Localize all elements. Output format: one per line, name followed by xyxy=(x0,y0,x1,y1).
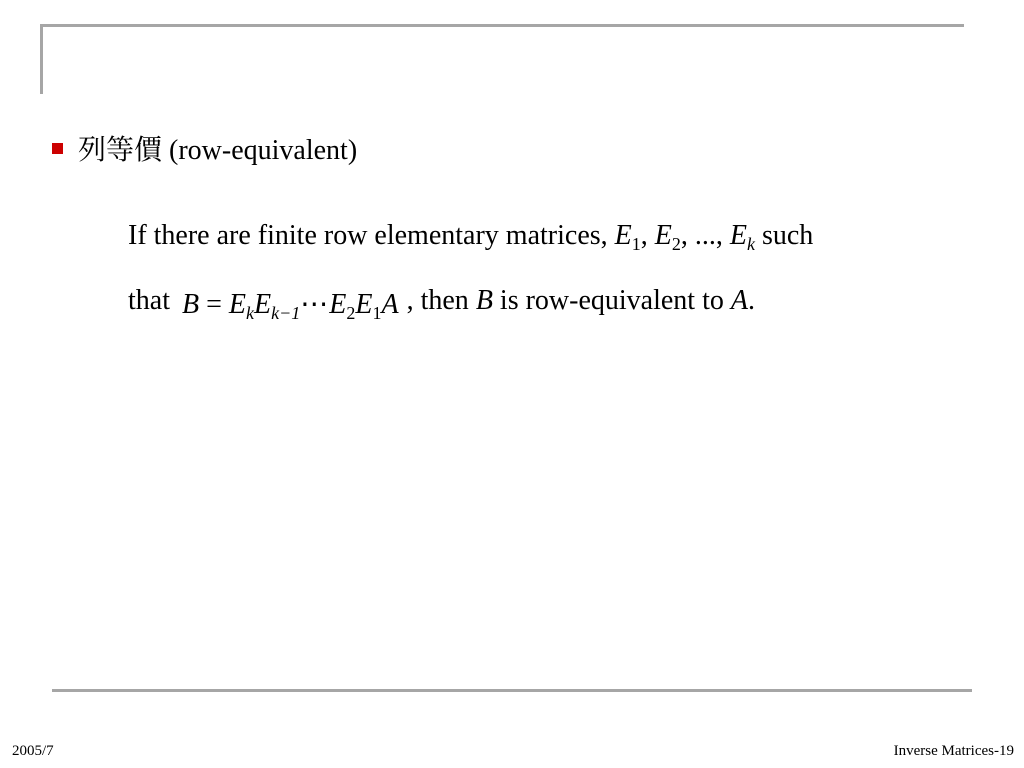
formula-ek1-sub: k−1 xyxy=(271,303,301,323)
row-equiv-text: is row-equivalent to xyxy=(492,285,731,316)
formula-ek: E xyxy=(228,289,247,320)
footer-slide-title: Inverse Matrices-19 xyxy=(893,743,1014,759)
definition-line-2 xyxy=(128,283,755,323)
intro-text: If there are finite row elementary matrices, xyxy=(128,220,615,251)
formula-ek1: E xyxy=(254,289,272,320)
sep-2: , xyxy=(680,220,695,251)
formula-equals: = xyxy=(199,289,229,320)
period: . xyxy=(747,285,755,316)
frame-left-rule xyxy=(40,24,43,94)
heading-cjk: 列等價 xyxy=(78,133,163,166)
e2-subscript: 2 xyxy=(671,234,681,254)
footer-rule xyxy=(52,689,972,692)
formula-dots: ⋯ xyxy=(300,289,330,320)
a-symbol: A xyxy=(730,285,748,316)
formula-e2: E xyxy=(329,289,347,320)
such-text: such xyxy=(754,220,814,251)
heading-latin: (row-equivalent) xyxy=(162,135,358,166)
ellipsis: ..., xyxy=(694,220,730,251)
product-formula xyxy=(182,287,399,324)
definition-line-1 xyxy=(128,220,813,255)
formula-e2-sub: 2 xyxy=(346,303,356,323)
ek-subscript: k xyxy=(746,234,755,254)
square-bullet-icon xyxy=(52,143,63,154)
e2-symbol: E xyxy=(654,220,672,251)
e1-subscript: 1 xyxy=(631,234,641,254)
formula-e1: E xyxy=(355,289,373,320)
footer-date: 2005/7 xyxy=(12,743,54,759)
slide-heading xyxy=(78,128,357,168)
b-symbol: B xyxy=(475,285,493,316)
e1-symbol: E xyxy=(614,220,632,251)
comma: , xyxy=(406,285,414,316)
frame-top-rule xyxy=(42,24,964,27)
formula-ek-sub: k xyxy=(246,303,255,323)
that-text: that xyxy=(128,285,170,316)
formula-lhs: B xyxy=(182,289,200,320)
bullet-item xyxy=(52,128,357,168)
sep-1: , xyxy=(640,220,655,251)
ek-symbol: E xyxy=(729,220,747,251)
then-text: then xyxy=(413,285,476,316)
formula-a: A xyxy=(381,289,399,320)
formula-e1-sub: 1 xyxy=(372,303,382,323)
